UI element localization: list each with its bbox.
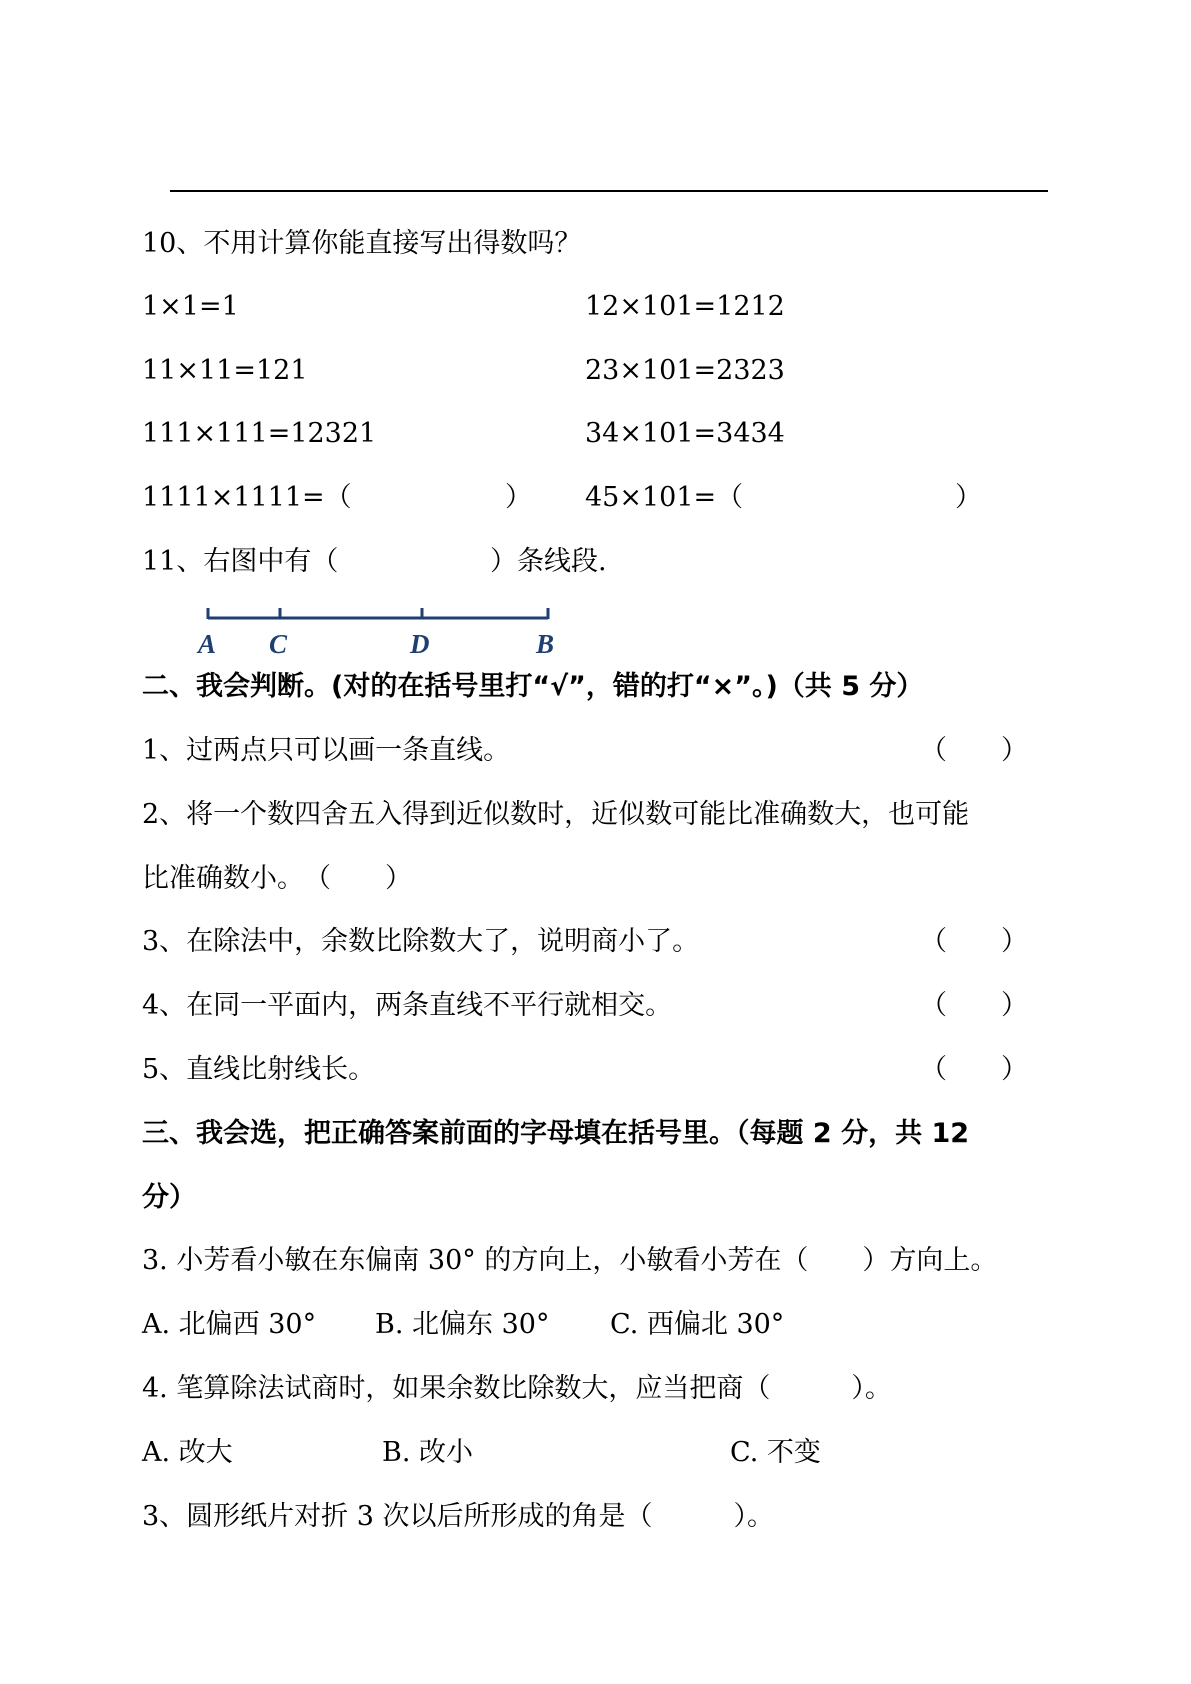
s3-q3a-option-b: B. 北偏东 30° (375, 1309, 550, 1340)
s3-q3a-option-a: A. 北偏西 30° (142, 1309, 317, 1340)
s2-item-4: 4、在同一平面内，两条直线不平行就相交。 (142, 990, 673, 1021)
header-rule (170, 190, 1048, 192)
q10-right-4: 45×101=（ (585, 482, 744, 513)
q10-left-4: 1111×1111=（ (142, 482, 352, 513)
s2-item-1-paren[interactable]: （ ） (920, 735, 1028, 766)
label-b: B (536, 629, 555, 659)
s2-item-1: 1、过两点只可以画一条直线。 (142, 735, 511, 766)
q10-left-3: 111×111=12321 (142, 418, 377, 449)
q11-prompt-b: ）条线段. (490, 546, 607, 577)
s2-item-4-paren[interactable]: （ ） (920, 990, 1028, 1021)
q10-left-1: 1×1=1 (142, 291, 239, 322)
s2-item-2: 2、将一个数四舍五入得到近似数时，近似数可能比准确数大，也可能 (142, 799, 970, 830)
q10-right-3: 34×101=3434 (585, 418, 785, 449)
label-c: C (269, 629, 288, 659)
q11-prompt-a: 11、右图中有（ (142, 546, 339, 577)
s3-q4-option-a: A. 改大 (142, 1437, 233, 1468)
s3-q4: 4. 笔算除法试商时，如果余数比除数大，应当把商（ ）。 (142, 1373, 892, 1404)
s2-item-3: 3、在除法中，余数比除数大了，说明商小了。 (142, 926, 700, 957)
q10-left-4-close: ） (505, 482, 532, 513)
s2-item-2-cont[interactable]: 比准确数小。 （ ） (142, 863, 412, 894)
s3-q4-option-b: B. 改小 (382, 1437, 474, 1468)
section2-heading: 二、我会判断。(对的在括号里打“√”，错的打“×”。)（共 5 分） (142, 671, 924, 702)
s2-item-5: 5、直线比射线长。 (142, 1054, 376, 1085)
q10-right-4-close: ） (955, 482, 982, 513)
q10-right-1: 12×101=1212 (585, 291, 785, 322)
q10-prompt: 10、不用计算你能直接写出得数吗？ (142, 228, 582, 259)
line-segment-figure (190, 600, 580, 662)
s2-item-3-paren[interactable]: （ ） (920, 926, 1028, 957)
s2-item-5-paren[interactable]: （ ） (920, 1054, 1028, 1085)
q10-right-2: 23×101=2323 (585, 355, 785, 386)
label-a: A (198, 629, 217, 659)
q10-left-2: 11×11=121 (142, 355, 308, 386)
section3-heading-line1: 三、我会选，把正确答案前面的字母填在括号里。（每题 2 分，共 12 (142, 1118, 970, 1149)
s3-q3a: 3. 小芳看小敏在东偏南 30° 的方向上，小敏看小芳在（ ）方向上。 (142, 1245, 998, 1276)
s3-q4-option-c: C. 不变 (730, 1437, 821, 1468)
s3-q3b: 3、圆形纸片对折 3 次以后所形成的角是（ ）。 (142, 1501, 775, 1532)
section3-heading-line2: 分） (142, 1182, 196, 1213)
s3-q3a-option-c: C. 西偏北 30° (610, 1309, 785, 1340)
label-d: D (410, 629, 430, 659)
